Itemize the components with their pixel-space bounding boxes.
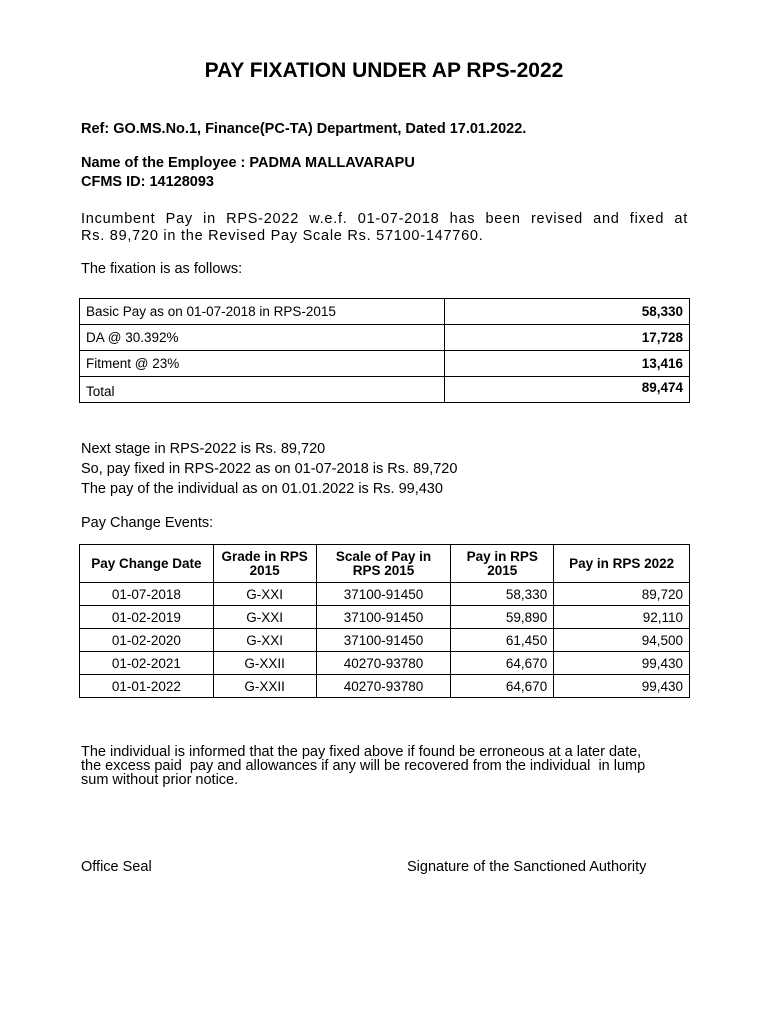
revision-paragraph-line2: Rs. 89,720 in the Revised Pay Scale Rs. 57100-147760. (81, 228, 484, 244)
cell-scale: 40270-93780 (316, 675, 451, 698)
cell-grade: G-XXII (213, 652, 316, 675)
table-row (80, 325, 690, 351)
fixation-amount: 17,728 (445, 325, 690, 351)
cell-pay-2015: 61,450 (451, 629, 554, 652)
cell-pay-2022: 99,430 (554, 675, 690, 698)
cell-pay-2015: 58,330 (451, 583, 554, 606)
cell-scale: 37100-91450 (316, 606, 451, 629)
next-stage-line: Next stage in RPS-2022 is Rs. 89,720 (81, 441, 326, 457)
cell-date: 01-01-2022 (80, 675, 214, 698)
header-scale (316, 545, 451, 583)
pay-change-events-table (79, 544, 690, 698)
cell-date: 01-02-2019 (80, 606, 214, 629)
pay-individual-line: The pay of the individual as on 01.01.2022 is Rs. 99,430 (81, 481, 443, 497)
document-title: PAY FIXATION UNDER AP RPS-2022 (204, 59, 564, 82)
fixation-table (79, 298, 690, 403)
recovery-notice-line3: sum without prior notice. (81, 772, 239, 788)
cell-pay-2015: 59,890 (451, 606, 554, 629)
table-row (80, 377, 690, 403)
recovery-notice-line1: The individual is informed that the pay fixed above if found be erroneous at a later date, (81, 744, 642, 760)
cell-pay-2022: 94,500 (554, 629, 690, 652)
employee-name: Name of the Employee : PADMA MALLAVARAPU (81, 155, 415, 171)
header-grade (213, 545, 316, 583)
cell-grade: G-XXII (213, 675, 316, 698)
cell-grade: G-XXI (213, 583, 316, 606)
fixation-label: Fitment @ 23% (80, 351, 445, 377)
cell-pay-2022: 92,110 (554, 606, 690, 629)
revision-paragraph (81, 211, 688, 245)
header-grade-line1: Grade in RPS (221, 548, 308, 564)
cell-grade: G-XXI (213, 606, 316, 629)
pay-fixed-line: So, pay fixed in RPS-2022 as on 01-07-2018 is Rs. 89,720 (81, 461, 458, 477)
cell-pay-2015: 64,670 (451, 675, 554, 698)
header-pay-2015 (451, 545, 554, 583)
table-row (80, 351, 690, 377)
recovery-notice-line2: the excess paid pay and allowances if any will be recovered from the individual in lump (81, 758, 646, 774)
reference-line: Ref: GO.MS.No.1, Finance(PC-TA) Department, Dated 17.01.2022. (81, 121, 527, 137)
cell-pay-2022: 99,430 (554, 652, 690, 675)
table-row (80, 606, 690, 629)
header-pay-2022: Pay in RPS 2022 (554, 545, 690, 583)
cell-date: 01-07-2018 (80, 583, 214, 606)
fixation-label: Total (80, 377, 445, 403)
cell-date: 01-02-2020 (80, 629, 214, 652)
cfms-id: CFMS ID: 14128093 (81, 174, 214, 190)
fixation-label: Basic Pay as on 01-07-2018 in RPS-2015 (80, 299, 445, 325)
header-grade-line2: 2015 (249, 562, 280, 578)
fixation-intro: The fixation is as follows: (81, 261, 243, 277)
table-row (80, 583, 690, 606)
fixation-amount: 89,474 (445, 377, 690, 403)
table-row (80, 652, 690, 675)
header-pay-change-date: Pay Change Date (80, 545, 214, 583)
recovery-notice (81, 745, 645, 787)
table-header-row (80, 545, 690, 583)
cell-date: 01-02-2021 (80, 652, 214, 675)
header-pay-2015-line2: 2015 (487, 562, 518, 578)
office-seal-label: Office Seal (81, 859, 152, 875)
table-row (80, 675, 690, 698)
header-pay-2015-line1: Pay in RPS (466, 548, 538, 564)
cell-grade: G-XXI (213, 629, 316, 652)
header-scale-line2: RPS 2015 (352, 562, 415, 578)
cell-pay-2015: 64,670 (451, 652, 554, 675)
cell-scale: 37100-91450 (316, 583, 451, 606)
cell-pay-2022: 89,720 (554, 583, 690, 606)
table-row (80, 629, 690, 652)
signature-label: Signature of the Sanctioned Authority (407, 859, 647, 875)
table-row (80, 299, 690, 325)
fixation-amount: 13,416 (445, 351, 690, 377)
cell-scale: 40270-93780 (316, 652, 451, 675)
cell-scale: 37100-91450 (316, 629, 451, 652)
header-scale-line1: Scale of Pay in (335, 548, 432, 564)
fixation-label: DA @ 30.392% (80, 325, 445, 351)
fixation-amount: 58,330 (445, 299, 690, 325)
revision-paragraph-line1: Incumbent Pay in RPS-2022 w.e.f. 01-07-2018 has been revised and fixed at (81, 211, 688, 227)
events-heading: Pay Change Events: (81, 515, 214, 531)
